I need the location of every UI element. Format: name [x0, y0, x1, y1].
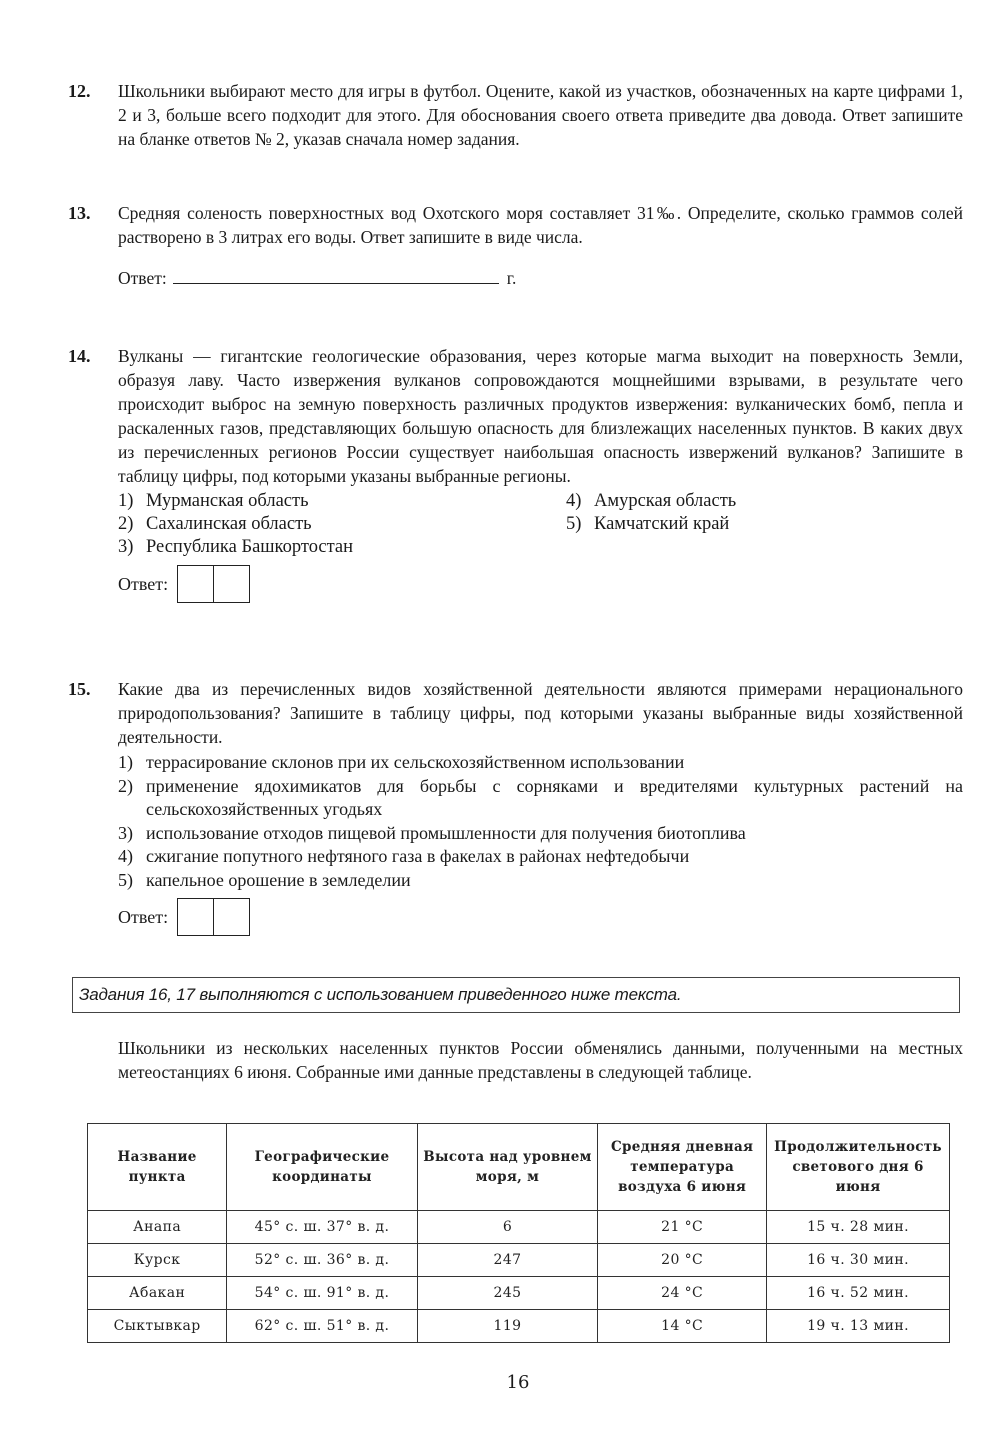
answer-row [118, 898, 963, 936]
cell-name: Абакан [88, 1277, 227, 1310]
table-row [88, 1277, 950, 1310]
cell-temperature: 24 °C [598, 1277, 767, 1310]
intro-paragraph: Школьники из нескольких населенных пунктов России обменялись данными, полученными на местных метеостанциях 6 июня. Собранные ими данные представлены в следующей таблице. [118, 1038, 963, 1082]
options-list [118, 490, 963, 559]
task-13 [68, 201, 963, 290]
answer-label: Ответ: [118, 268, 167, 288]
cell-coordinates: 45° с. ш. 37° в. д. [227, 1211, 418, 1244]
answer-cell-2[interactable] [213, 566, 249, 602]
answer-row [118, 565, 963, 603]
answer-cell-1[interactable] [178, 899, 213, 935]
task-12 [68, 79, 963, 151]
option-1: 1) террасирование склонов при их сельскохозяйственном использовании [118, 752, 685, 772]
cell-daylight: 16 ч. 52 мин. [767, 1277, 950, 1310]
cell-temperature: 14 °C [598, 1310, 767, 1343]
header-name: Название пункта [88, 1124, 227, 1211]
option-5: 5) капельное орошение в земледелии [118, 869, 411, 890]
cell-daylight: 16 ч. 30 мин. [767, 1244, 950, 1277]
page-number: 16 [506, 1372, 530, 1393]
instruction-note: Задания 16, 17 выполняются с использованием приведенного ниже текста. [72, 977, 960, 1013]
answer-input-line[interactable] [173, 265, 499, 284]
task-number: 14. [68, 346, 91, 366]
task-number: 13. [68, 203, 91, 223]
cell-name: Курск [88, 1244, 227, 1277]
table-row [88, 1244, 950, 1277]
cell-temperature: 20 °C [598, 1244, 767, 1277]
cell-elevation: 245 [417, 1277, 597, 1310]
answer-row [118, 265, 963, 290]
task-number: 12. [68, 81, 91, 101]
cell-name: Сыктывкар [88, 1310, 227, 1343]
task-text: Вулканы — гигантские геологические образования, через которые магма выходит на поверхность Земли, образуя лаву. Часто извержения вулканов сопровождаются мощнейшими взрывами, в результате чего происходит выброс на земную поверхность различных продуктов извержения: вулканических бомб, пепла и раскаленных газов, представляющих большую опасность для близлежащих населенных пунктов. В каких двух из перечисленных регионов России существует наибольшая опасность извержений вулканов? Запишите в таблицу цифры, под которыми указаны выбранные регионы. [118, 346, 963, 486]
weather-table [87, 1123, 950, 1343]
answer-cell-2[interactable] [213, 899, 249, 935]
table-row [88, 1310, 950, 1343]
option-4: 4) сжигание попутного нефтяного газа в факелах в районах нефтедобычи [118, 846, 690, 866]
cell-name: Анапа [88, 1211, 227, 1244]
task-15 [68, 677, 963, 936]
task-text: Школьники выбирают место для игры в футбол. Оцените, какой из участков, обозначенных на карте цифрами 1, 2 и 3, больше всего подходит для этого. Для обоснования своего ответа приведите два довода. Ответ запишите на бланке ответов № 2, указав сначала номер задания. [118, 81, 963, 149]
task-14 [68, 344, 963, 603]
option-2: 2) Сахалинская область [118, 514, 312, 534]
answer-cells [177, 898, 250, 936]
options-list [118, 751, 963, 892]
cell-daylight: 15 ч. 28 мин. [767, 1211, 950, 1244]
header-elevation: Высота над уровнем моря, м [417, 1124, 597, 1211]
header-temperature: Средняя дневная температура воздуха 6 июня [598, 1124, 767, 1211]
table-row [88, 1211, 950, 1244]
option-1: 1) Мурманская область [118, 491, 309, 511]
answer-label: Ответ: [118, 574, 169, 594]
cell-elevation: 6 [417, 1211, 597, 1244]
cell-coordinates: 54° с. ш. 91° в. д. [227, 1277, 418, 1310]
option-3: 3) Республика Башкортостан [118, 537, 354, 557]
option-3: 3) использование отходов пищевой промышленности для получения биотоплива [118, 822, 746, 843]
answer-cell-1[interactable] [178, 566, 213, 602]
task-text: Средняя соленость поверхностных вод Охотского моря составляет 31‰. Определите, сколько граммов солей растворено в 3 литрах его воды. Ответ запишите в виде числа. [118, 203, 963, 247]
cell-coordinates: 62° с. ш. 51° в. д. [227, 1310, 418, 1343]
header-daylight: Продолжительность светового дня 6 июня [767, 1124, 950, 1211]
task-number: 15. [68, 679, 91, 699]
header-coordinates: Географические координаты [227, 1124, 418, 1211]
answer-label: Ответ: [118, 907, 169, 927]
table-header-row [88, 1124, 950, 1211]
option-5: 5) Камчатский край [566, 514, 730, 534]
option-4: 4) Амурская область [566, 491, 737, 511]
answer-unit: г. [506, 268, 517, 288]
option-2: 2) применение ядохимикатов для борьбы с сорняками и вредителями культурных растений на сельскохозяйственных угодьях [118, 775, 963, 819]
cell-coordinates: 52° с. ш. 36° в. д. [227, 1244, 418, 1277]
cell-elevation: 247 [417, 1244, 597, 1277]
cell-elevation: 119 [417, 1310, 597, 1343]
cell-temperature: 21 °C [598, 1211, 767, 1244]
answer-cells [177, 565, 250, 603]
cell-daylight: 19 ч. 13 мин. [767, 1310, 950, 1343]
task-text: Какие два из перечисленных видов хозяйственной деятельности являются примерами нерационального природопользования? Запишите в таблицу цифры, под которыми указаны выбранные виды хозяйственной деятельности. [118, 679, 963, 747]
